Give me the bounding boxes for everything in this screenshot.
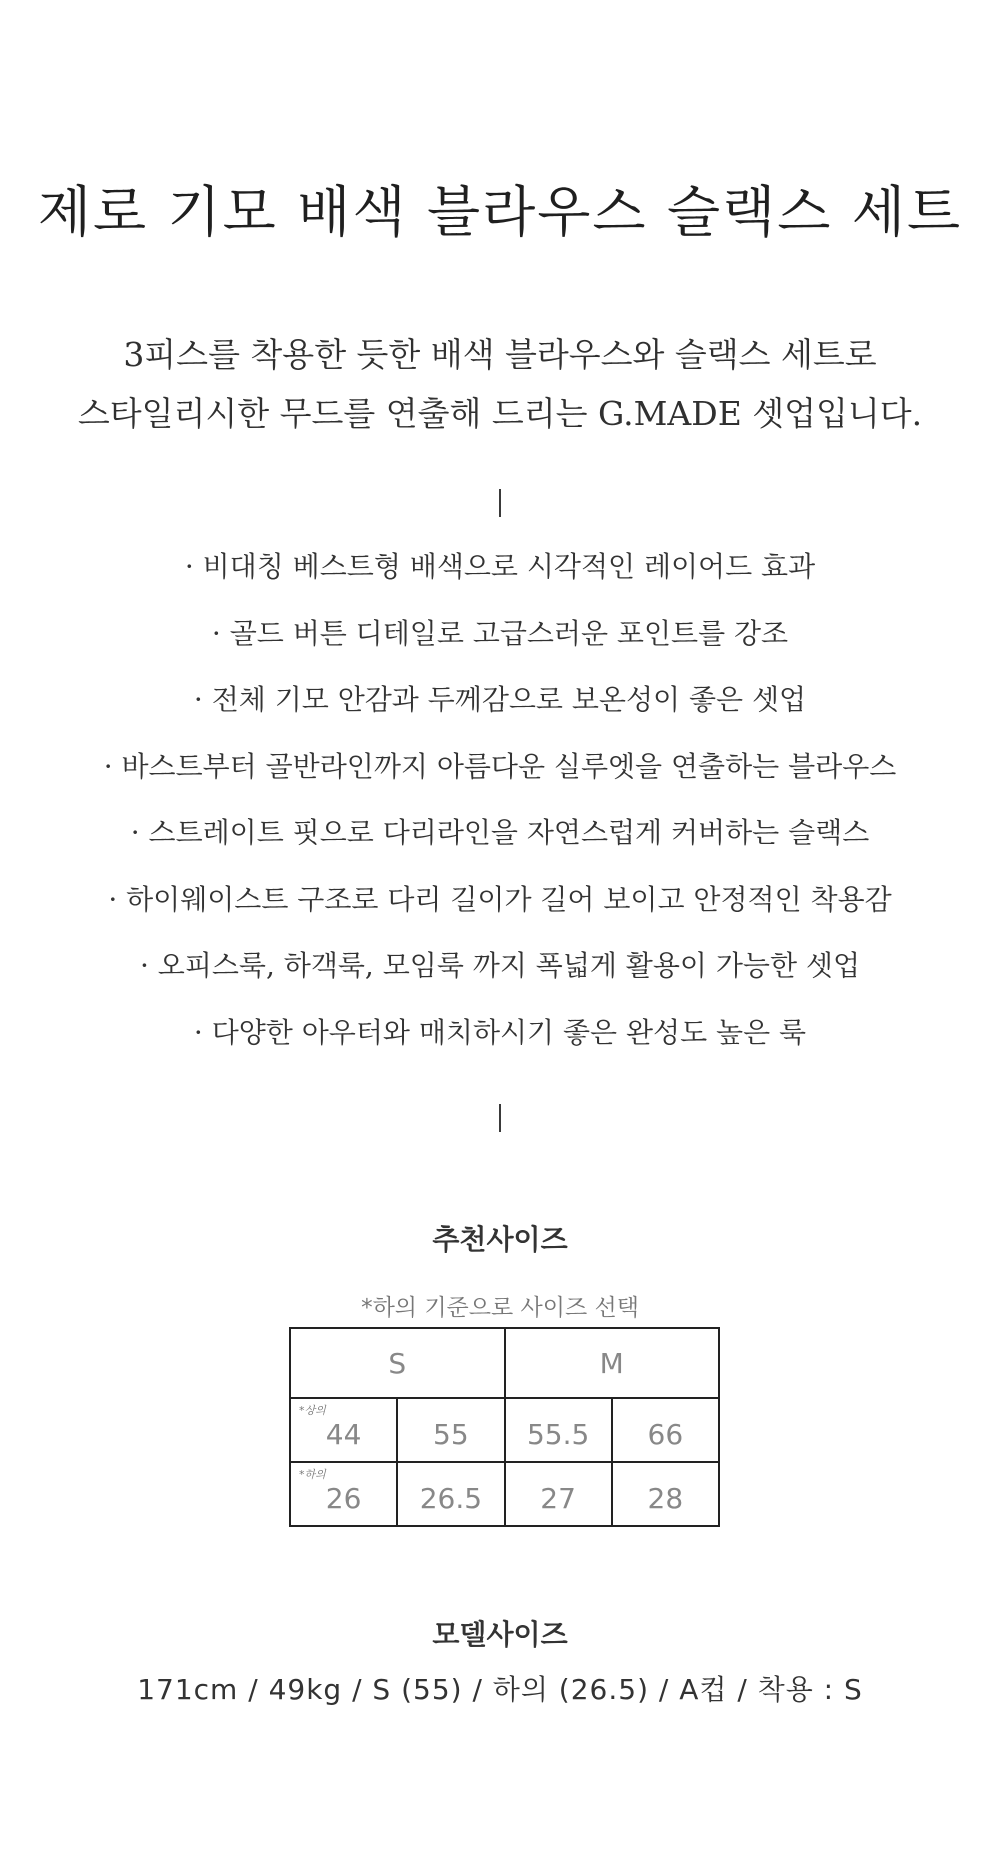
size-value: 66 — [647, 1417, 684, 1451]
size-value: 55 — [433, 1417, 469, 1451]
feature-list — [0, 545, 1000, 1077]
size-cell — [505, 1398, 612, 1462]
size-cell — [612, 1398, 719, 1462]
feature-item: · 골드 버튼 디테일로 고급스러운 포인트를 강조 — [211, 616, 789, 650]
vertical-divider — [499, 489, 501, 517]
size-selection-note: *하의 기준으로 사이즈 선택 — [361, 1295, 639, 1321]
table-row — [290, 1398, 719, 1462]
feature-item: · 스트레이트 핏으로 다리라인을 자연스럽게 커버하는 슬랙스 — [130, 816, 870, 849]
size-cell — [397, 1398, 504, 1462]
size-header-cell: M — [505, 1328, 720, 1398]
size-value: 26 — [325, 1481, 362, 1515]
feature-item: · 전체 기모 안감과 두께감으로 보온성이 좋은 셋업 — [193, 683, 807, 716]
size-cell — [397, 1462, 504, 1526]
bottom-tag: *하의 — [299, 1468, 326, 1481]
size-value: 27 — [540, 1481, 576, 1515]
size-cell — [290, 1462, 397, 1526]
feature-item: · 바스트부터 골반라인까지 아름다운 실루엣을 연출하는 블라우스 — [103, 749, 897, 783]
size-value: 26.5 — [419, 1481, 483, 1515]
size-header-cell: S — [290, 1328, 505, 1398]
recommended-size-heading: 추천사이즈 — [432, 1223, 568, 1256]
model-size-heading: 모델사이즈 — [432, 1618, 568, 1651]
product-title: 제로 기모 배색 블라우스 슬랙스 세트 — [37, 180, 963, 244]
top-tag: *상의 — [299, 1404, 326, 1417]
intro-line: 3피스를 착용한 듯한 배색 블라우스와 슬랙스 세트로 — [123, 335, 877, 374]
size-value: 55.5 — [526, 1417, 590, 1451]
size-value: 28 — [647, 1481, 684, 1515]
feature-item: · 하이웨이스트 구조로 다리 길이가 길어 보이고 안정적인 착용감 — [108, 882, 892, 916]
vertical-divider — [499, 1104, 501, 1132]
feature-item: · 다양한 아우터와 매치하시기 좋은 완성도 높은 룩 — [193, 1015, 807, 1049]
intro-line: 스타일리시한 무드를 연출해 드리는 G.MADE 셋업입니다. — [77, 394, 923, 433]
feature-item: · 오피스룩, 하객룩, 모임룩 까지 폭넓게 활용이 가능한 셋업 — [139, 949, 860, 982]
size-cell — [612, 1462, 719, 1526]
size-cell — [505, 1462, 612, 1526]
feature-item: · 비대칭 베스트형 배색으로 시각적인 레이어드 효과 — [184, 550, 816, 583]
size-cell — [290, 1398, 397, 1462]
product-intro — [0, 325, 1000, 443]
size-table — [289, 1327, 720, 1527]
model-size-info: 171cm / 49kg / S (55) / 하의 (26.5) / A컵 / 착용 : S — [137, 1673, 863, 1706]
table-row — [290, 1462, 719, 1526]
size-header-row — [290, 1328, 719, 1398]
size-value: 44 — [325, 1417, 362, 1451]
